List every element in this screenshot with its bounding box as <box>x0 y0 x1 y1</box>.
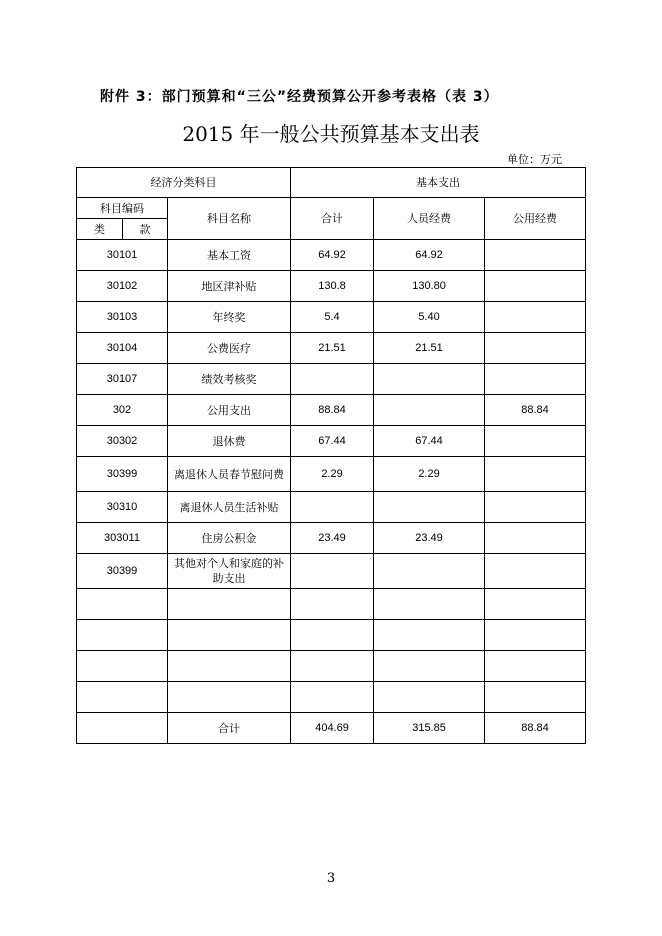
total-row-personnel: 315.85 <box>374 713 485 744</box>
row-code <box>77 682 168 713</box>
row-public <box>485 554 586 589</box>
row-total: 21.51 <box>291 333 374 364</box>
row-public: 88.84 <box>485 395 586 426</box>
row-total <box>291 589 374 620</box>
row-public <box>485 620 586 651</box>
total-row-label: 合计 <box>168 713 291 744</box>
row-code: 302 <box>77 395 168 426</box>
row-public <box>485 364 586 395</box>
row-code: 30310 <box>77 492 168 523</box>
header-subject-code: 科目编码 <box>77 198 168 219</box>
row-code: 30302 <box>77 426 168 457</box>
row-public <box>485 589 586 620</box>
row-name <box>168 589 291 620</box>
table-row <box>77 240 586 271</box>
row-total: 2.29 <box>291 457 374 492</box>
total-row <box>77 713 586 744</box>
row-name: 住房公积金 <box>168 523 291 554</box>
row-name: 其他对个人和家庭的补助支出 <box>168 554 291 589</box>
row-public <box>485 271 586 302</box>
row-code: 30399 <box>77 457 168 492</box>
attachment-heading: 附件 3：部门预算和“三公”经费预算公开参考表格（表 3） <box>100 89 499 105</box>
row-total: 67.44 <box>291 426 374 457</box>
table-row <box>77 302 586 333</box>
row-code: 30399 <box>77 554 168 589</box>
unit-label: 单位：万元 <box>507 153 562 166</box>
row-total <box>291 620 374 651</box>
row-personnel: 130.80 <box>374 271 485 302</box>
row-personnel <box>374 589 485 620</box>
page-number: 3 <box>326 871 336 886</box>
row-code: 30104 <box>77 333 168 364</box>
table-row <box>77 620 586 651</box>
row-name <box>168 620 291 651</box>
page-title: 2015 年一般公共预算基本支出表 <box>182 122 480 146</box>
row-personnel <box>374 364 485 395</box>
row-code: 30102 <box>77 271 168 302</box>
row-code: 30103 <box>77 302 168 333</box>
table-row <box>77 271 586 302</box>
table-row <box>77 523 586 554</box>
row-total: 64.92 <box>291 240 374 271</box>
row-public <box>485 333 586 364</box>
table-row <box>77 651 586 682</box>
row-name: 年终奖 <box>168 302 291 333</box>
header-econ-class: 经济分类科目 <box>77 168 291 198</box>
header-lei: 类 <box>77 219 123 240</box>
header-kuan: 款 <box>123 219 168 240</box>
header-total: 合计 <box>291 198 374 240</box>
row-name: 离退休人员生活补贴 <box>168 492 291 523</box>
row-public <box>485 651 586 682</box>
row-personnel <box>374 395 485 426</box>
row-personnel: 67.44 <box>374 426 485 457</box>
row-public <box>485 682 586 713</box>
row-code <box>77 589 168 620</box>
row-total: 5.4 <box>291 302 374 333</box>
table-row <box>77 682 586 713</box>
table-row <box>77 364 586 395</box>
table-row <box>77 457 586 492</box>
row-code: 303011 <box>77 523 168 554</box>
header-basic-expenditure: 基本支出 <box>291 168 586 198</box>
total-row-public: 88.84 <box>485 713 586 744</box>
row-name <box>168 682 291 713</box>
total-row-total: 404.69 <box>291 713 374 744</box>
row-total <box>291 492 374 523</box>
row-name: 退休费 <box>168 426 291 457</box>
row-personnel: 21.51 <box>374 333 485 364</box>
row-total <box>291 682 374 713</box>
budget-table <box>76 167 586 744</box>
row-name <box>168 651 291 682</box>
row-code: 30107 <box>77 364 168 395</box>
row-public <box>485 523 586 554</box>
row-public <box>485 302 586 333</box>
row-personnel <box>374 554 485 589</box>
row-name: 离退休人员春节慰问费 <box>168 457 291 492</box>
table-row <box>77 426 586 457</box>
row-total: 88.84 <box>291 395 374 426</box>
row-code <box>77 620 168 651</box>
total-row-code <box>77 713 168 744</box>
row-total <box>291 364 374 395</box>
header-public: 公用经费 <box>485 198 586 240</box>
row-total: 23.49 <box>291 523 374 554</box>
row-personnel: 2.29 <box>374 457 485 492</box>
row-personnel <box>374 651 485 682</box>
row-public <box>485 492 586 523</box>
row-name: 公费医疗 <box>168 333 291 364</box>
row-code <box>77 651 168 682</box>
row-personnel: 5.40 <box>374 302 485 333</box>
row-personnel <box>374 682 485 713</box>
table-row <box>77 554 586 589</box>
row-name: 公用支出 <box>168 395 291 426</box>
table-row <box>77 395 586 426</box>
row-public <box>485 426 586 457</box>
header-personnel: 人员经费 <box>374 198 485 240</box>
row-name: 绩效考核奖 <box>168 364 291 395</box>
row-total <box>291 554 374 589</box>
table-row <box>77 492 586 523</box>
row-public <box>485 240 586 271</box>
row-public <box>485 457 586 492</box>
table-row <box>77 333 586 364</box>
header-subject-name: 科目名称 <box>168 198 291 240</box>
row-personnel: 64.92 <box>374 240 485 271</box>
row-total: 130.8 <box>291 271 374 302</box>
row-total <box>291 651 374 682</box>
row-name: 地区津补贴 <box>168 271 291 302</box>
row-name: 基本工资 <box>168 240 291 271</box>
row-personnel <box>374 620 485 651</box>
row-code: 30101 <box>77 240 168 271</box>
table-row <box>77 589 586 620</box>
row-personnel <box>374 492 485 523</box>
row-personnel: 23.49 <box>374 523 485 554</box>
